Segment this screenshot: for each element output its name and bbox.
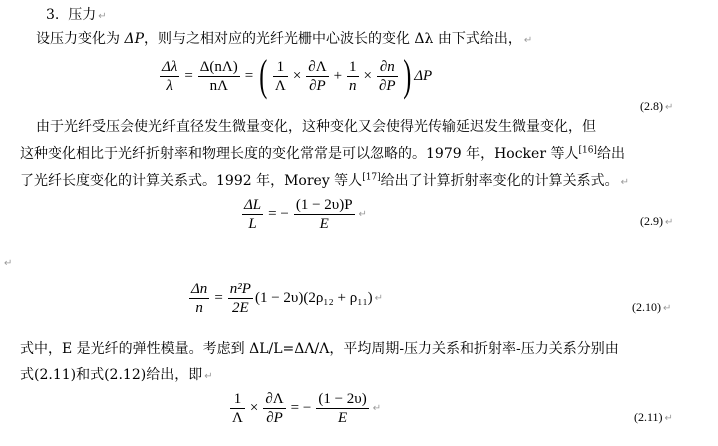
eq28-a-fraction <box>273 58 288 95</box>
eq210-rhs-fraction <box>228 280 253 317</box>
eq29-rhs-den: E <box>319 216 329 232</box>
eq28-b-den: ∂P <box>309 77 326 94</box>
eq211-rhs-den: E <box>337 410 348 426</box>
paragraph-mark: ↵ <box>620 177 630 188</box>
eq29-label: (2.9) <box>640 214 663 228</box>
blank-line-mark: ↵ <box>4 258 13 269</box>
eq28-b-num: ∂Λ <box>308 58 327 75</box>
eq28-b-fraction <box>306 58 328 95</box>
para2-line2 <box>20 366 213 386</box>
paragraph-mark: ↵ <box>204 371 213 382</box>
para1-line2-text-b: 给出 <box>596 146 625 162</box>
para1-line2-text-a: 这种变化相比于光纤折射率和物理长度的变化常常是可以忽略的。1979 年，Hocker 等人 <box>20 146 579 162</box>
eq29-rhs-fraction <box>294 196 355 233</box>
eq28-d-fraction <box>377 58 398 95</box>
section-heading <box>46 6 107 26</box>
eq211-b-num: ∂Λ <box>265 391 284 407</box>
paragraph-mark: ↵ <box>372 403 382 414</box>
equation-number-2-9 <box>640 214 673 229</box>
para2-line2-text: 式(2.11)和式(2.12)给出，即 <box>20 367 203 383</box>
citation-16[interactable]: [16] <box>578 145 597 156</box>
eq28-a-den: Λ <box>274 77 286 94</box>
eq28-label: (2.8) <box>640 99 663 113</box>
eq29-lhs-fraction <box>242 196 263 233</box>
eq28-lhs-num: Δλ <box>162 58 178 75</box>
eq28-mid-den: nΛ <box>209 77 228 94</box>
section-title: 压力 <box>68 7 97 23</box>
para2-line1 <box>20 340 619 358</box>
eq28-lhs-den: λ <box>166 77 173 94</box>
eq211-b-den: ∂P <box>266 410 283 426</box>
paragraph-mark: ↵ <box>663 303 672 314</box>
equation-number-2-10 <box>632 300 671 315</box>
eq28-a-num: 1 <box>276 58 285 75</box>
eq28-c-den: n <box>349 77 357 94</box>
paragraph-mark: ↵ <box>374 293 384 304</box>
paragraph-mark: ↵ <box>98 11 107 22</box>
eq211-a-den: Λ <box>232 410 243 426</box>
paragraph-mark: ↵ <box>523 35 533 46</box>
equation-number-2-11 <box>634 410 673 425</box>
eq28-d-num: ∂n <box>379 58 395 75</box>
eq211-rhs-num: (1 − 2υ) <box>318 391 367 407</box>
equation-number-2-8 <box>640 99 673 114</box>
para1-line3-text-b: 给出了计算折射率变化的计算关系式。 <box>380 173 619 189</box>
section-number: 3. <box>46 7 60 23</box>
eq28-tail: ΔP <box>414 67 433 84</box>
eq210-lhs-den: n <box>195 300 203 316</box>
eq28-d-den: ∂P <box>379 77 396 94</box>
citation-17[interactable]: [17] <box>362 172 381 183</box>
eq28-mid-num: Δ(nΛ) <box>199 58 238 75</box>
para1-line3-text-a: 了光纤长度变化的计算关系式。1992 年，Morey 等人 <box>20 173 363 189</box>
eq211-b-fraction <box>263 390 285 427</box>
intro-symbol: ΔP <box>124 31 144 47</box>
eq210-lhs-num: Δn <box>191 281 208 297</box>
eq28-c-num: 1 <box>349 58 357 75</box>
eq210-lhs-fraction <box>189 280 209 317</box>
equation-2-8: $\frac{\Delta\lambda}{\lambda}$ = $\frac{\Delta(n\Lambda)}{n\Lambda}$ = ( $\frac{1}{\Lambda}$ × $\frac{\partial\Lambda}{\partial P}$ + $\frac{1}{n}$ × $\frac{\partial n}{\partial P}$ ) ΔP <box>162 51 433 100</box>
intro-text-b: ，则与之相对应的光纤光栅中心波长的变化 Δλ 由下式给出， <box>143 31 522 47</box>
eq210-tail: (1 − 2υ)(2ρ₁₂ + ρ₁₁) <box>254 290 373 306</box>
equation-2-10: $\frac{\Delta n}{n}$ = $\frac{\text{n²P}}{2E}$ (1 − 2υ)(2ρ₁₂ + ρ₁₁) ↵ <box>191 281 384 316</box>
eq29-lhs-den: L <box>248 216 257 232</box>
paragraph-mark: ↵ <box>665 102 674 113</box>
eq28-mid-fraction <box>198 58 240 95</box>
eq28-c-fraction <box>347 58 359 95</box>
eq29-rhs-num: (1 − 2υ)P <box>295 197 353 213</box>
eq211-a-fraction <box>230 390 245 427</box>
paragraph-mark: ↵ <box>358 209 367 220</box>
paragraph-mark: ↵ <box>664 413 673 424</box>
eq210-label: (2.10) <box>632 300 661 314</box>
eq210-rhs-num: n²P <box>229 281 251 297</box>
eq211-a-num: 1 <box>233 391 242 407</box>
paragraph-mark: ↵ <box>665 217 674 228</box>
eq210-rhs-den: 2E <box>232 300 249 316</box>
eq29-lhs-num: ΔL <box>244 197 262 213</box>
intro-text-a: 设压力变化为 <box>36 31 125 47</box>
eq28-lhs-fraction <box>160 58 179 95</box>
para1-line1 <box>36 118 596 136</box>
para1-line2 <box>20 145 625 163</box>
intro-line <box>36 30 532 50</box>
para1-line3 <box>20 172 629 192</box>
equation-2-11: $\frac{1}{\Lambda}$ × $\frac{\partial\Lambda}{\partial P}$ = − $\frac{(1 - 2\upsilon)}{E}$ ↵ <box>232 391 382 426</box>
equation-2-9: $\frac{\Delta L}{L}$ = − $\frac{(1 - 2\upsilon)P}{E}$ ↵ <box>244 197 367 232</box>
eq211-label: (2.11) <box>634 410 663 424</box>
para2-line1-text: 式中，E 是光纤的弹性模量。考虑到 ΔL/L=ΔΛ/Λ，平均周期-压力关系和折射率-压力关系分别由 <box>20 341 619 357</box>
para1-line1-text: 由于光纤受压会使光纤直径发生微量变化，这种变化又会使得光传输延迟发生微量变化，但 <box>36 119 596 135</box>
eq211-rhs-fraction <box>316 390 368 427</box>
